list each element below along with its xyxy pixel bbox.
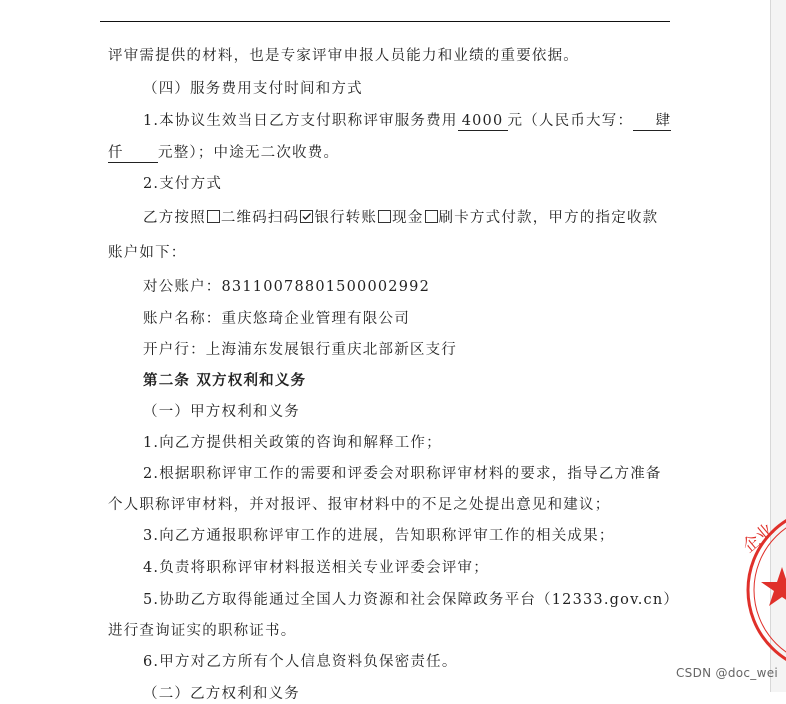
bank-branch: 开户行：上海浦东发展银行重庆北部新区支行 <box>143 342 457 358</box>
checkbox-card[interactable] <box>425 210 438 223</box>
payment-method-intro: 乙方按照 <box>143 210 206 226</box>
list-item: 5.协助乙方取得能通过全国人力资源和社会保障政务平台（12333.gov.cn） <box>143 592 680 608</box>
list-item: 2.根据职称评审工作的需要和评委会对职称评审材料的要求，指导乙方准备 <box>143 466 662 482</box>
paragraph-line: 账户如下： <box>108 245 187 261</box>
payment-fee-line <box>143 111 671 131</box>
section-heading: （四）服务费用支付时间和方式 <box>143 81 363 97</box>
header-rule <box>100 21 670 22</box>
list-item-continued: 个人职称评审材料，并对报评、报审材料中的不足之处提出意见和建议； <box>108 497 611 513</box>
fee-uppercase-part2: 仟 <box>108 144 158 163</box>
list-item: 4.负责将职称评审材料报送相关专业评委会评审； <box>143 560 489 576</box>
list-item-continued: 进行查询证实的职称证书。 <box>108 623 297 639</box>
checkbox-qr-code[interactable] <box>207 210 220 223</box>
seal-text: 企业 <box>739 519 778 558</box>
fee-amount: 4000 <box>458 112 508 131</box>
payment-method-options <box>143 208 658 228</box>
section-heading: （二）乙方权利和义务 <box>143 686 300 702</box>
watermark: CSDN @doc_wei <box>676 666 779 680</box>
account-number: 对公账户：83110078801500002992 <box>143 279 431 295</box>
checkbox-cash[interactable] <box>378 210 391 223</box>
check-icon <box>301 211 312 222</box>
article-heading: 第二条 双方权利和义务 <box>143 372 307 389</box>
list-item: 3.向乙方通报职称评审工作的进展，告知职称评审工作的相关成果； <box>143 528 615 544</box>
checkbox-bank-transfer[interactable] <box>300 210 313 223</box>
seal-icon <box>738 505 786 680</box>
fee-uppercase-part1: 肆 <box>633 112 671 131</box>
option-bank-transfer-label: 银行转账 <box>314 210 378 226</box>
payment-method-heading: 2.支付方式 <box>143 176 223 192</box>
fee-text: 1.本协议生效当日乙方支付职称评审服务费用 <box>143 113 458 129</box>
section-heading: （一）甲方权利和义务 <box>143 404 300 420</box>
list-item: 6.甲方对乙方所有个人信息资料负保密责任。 <box>143 654 458 670</box>
paragraph-line: 评审需提供的材料，也是专家评审申报人员能力和业绩的重要依据。 <box>108 48 579 64</box>
company-seal <box>738 505 786 680</box>
account-name: 账户名称：重庆悠琦企业管理有限公司 <box>143 311 410 327</box>
fee-end-text: 元整）；中途无二次收费。 <box>158 145 340 161</box>
list-item: 1.向乙方提供相关政策的咨询和解释工作； <box>143 435 442 451</box>
option-card-label: 刷卡方式付款，甲方的指定收款 <box>438 210 659 226</box>
payment-fee-line-continued <box>108 143 339 163</box>
fee-unit-text: 元（人民币大写： <box>507 113 634 129</box>
option-qr-code-label: 二维码扫码 <box>220 210 300 226</box>
option-cash-label: 现金 <box>392 210 424 226</box>
